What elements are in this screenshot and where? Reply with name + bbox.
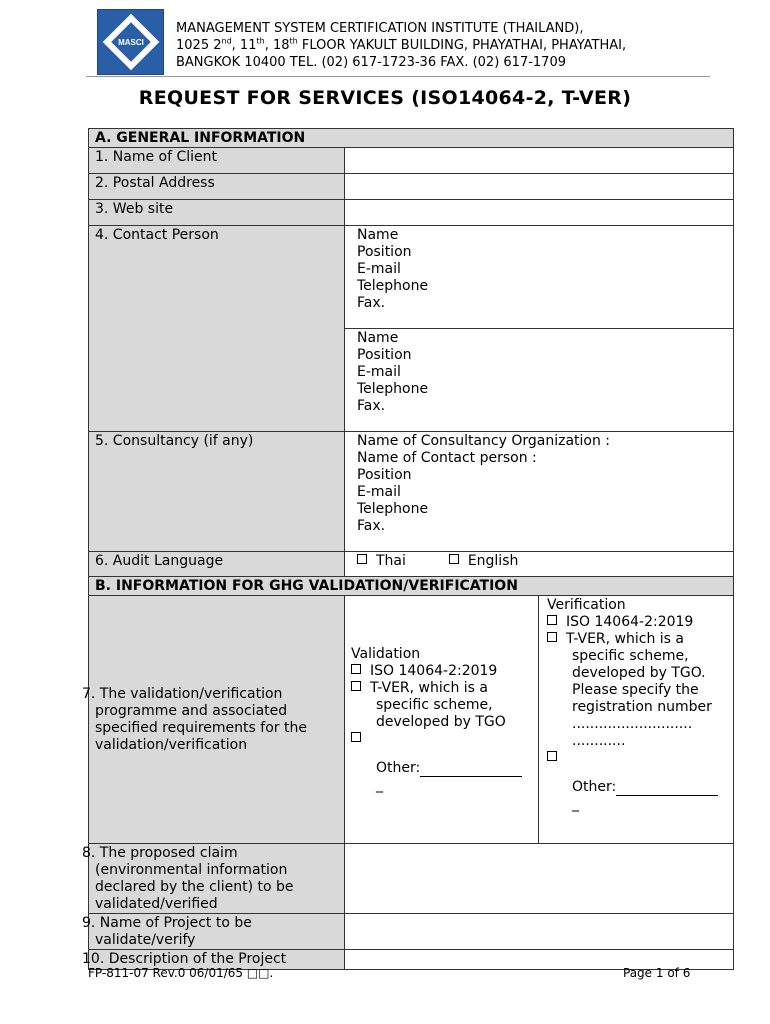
section-a-heading: A. GENERAL INFORMATION: [89, 129, 734, 148]
verification-heading: Verification: [547, 597, 626, 613]
verification-option-other: [547, 750, 733, 767]
contact-fax-label: Fax.: [357, 295, 386, 311]
address-line-1: MANAGEMENT SYSTEM CERTIFICATION INSTITUTE (THAILAND),: [176, 21, 584, 36]
consultancy-label: 5. Consultancy (if any): [89, 432, 345, 552]
validation-heading: Validation: [351, 646, 421, 662]
validation-other-field[interactable]: Other: _: [351, 760, 538, 794]
website-field[interactable]: [345, 200, 734, 226]
contact-name-label: Name: [357, 330, 399, 346]
contact-person-1-field[interactable]: [345, 226, 734, 329]
audit-language-label: 6. Audit Language: [89, 552, 345, 577]
consultancy-email-label: E-mail: [357, 484, 401, 500]
consultancy-org-label: Name of Consultancy Organization :: [357, 433, 611, 449]
contact-person-label: 4. Contact Person: [89, 226, 345, 432]
website-label: 3. Web site: [89, 200, 345, 226]
masci-logo: [97, 9, 164, 75]
document-title: REQUEST FOR SERVICES (ISO14064-2, T-VER): [138, 87, 632, 109]
contact-email-label: E-mail: [357, 261, 401, 277]
contact-email-label: E-mail: [357, 364, 401, 380]
logo-text: MASCI: [118, 38, 144, 47]
contact-telephone-label: Telephone: [357, 381, 429, 397]
contact-position-label: Position: [357, 347, 412, 363]
verification-other-field[interactable]: Other: _: [547, 779, 733, 813]
programme-label: 7. The validation/verification programme and associated specified requirements for the validation/verification: [89, 596, 345, 844]
section-b-heading: B. INFORMATION FOR GHG VALIDATION/VERIFICATION: [89, 577, 734, 596]
page-number: Page 1 of 6: [623, 966, 691, 980]
header-divider: [86, 76, 710, 77]
audit-language-options: [345, 552, 734, 577]
document-code: FP-811-07 Rev.0 06/01/65 □□.: [88, 966, 274, 980]
contact-telephone-label: Telephone: [357, 278, 429, 294]
validation-other-checkbox[interactable]: [351, 732, 361, 742]
verification-other-checkbox[interactable]: [547, 751, 557, 761]
contact-position-label: Position: [357, 244, 412, 260]
validation-tver-checkbox[interactable]: [351, 681, 361, 691]
postal-address-label: 2. Postal Address: [89, 174, 345, 200]
postal-address-field[interactable]: [345, 174, 734, 200]
contact-person-2-field[interactable]: [345, 329, 734, 432]
verification-option-iso: ISO 14064-2:2019: [547, 614, 733, 631]
client-name-label: 1. Name of Client: [89, 148, 345, 174]
consultancy-field[interactable]: [345, 432, 734, 552]
validation-option-iso: ISO 14064-2:2019: [351, 663, 538, 680]
request-form-table: [82, 128, 734, 970]
proposed-claim-label: 8. The proposed claim (environmental information declared by the client) to be validated/verified: [89, 844, 345, 914]
registration-dots-line-2: ............: [572, 733, 626, 749]
thai-checkbox[interactable]: [357, 554, 367, 564]
proposed-claim-field[interactable]: [345, 844, 734, 914]
validation-option-other: [351, 731, 538, 748]
contact-name-label: Name: [357, 227, 399, 243]
client-name-field[interactable]: [345, 148, 734, 174]
validation-iso-checkbox[interactable]: [351, 664, 361, 674]
address-line-3: BANGKOK 10400 TEL. (02) 617-1723-36 FAX. (02) 617-1709: [176, 55, 566, 70]
english-checkbox[interactable]: [449, 554, 459, 564]
consultancy-contact-label: Name of Contact person :: [357, 450, 537, 466]
verification-tver-checkbox[interactable]: [547, 632, 557, 642]
validation-option-tver: T-VER, which is a specific scheme, developed by TGO: [351, 680, 538, 731]
consultancy-telephone-label: Telephone: [357, 501, 429, 517]
thai-option-label: Thai: [376, 553, 406, 569]
english-option-label: English: [467, 553, 519, 569]
verification-iso-checkbox[interactable]: [547, 615, 557, 625]
consultancy-position-label: Position: [357, 467, 412, 483]
verification-cell: [539, 596, 734, 844]
project-description-label: 10. Description of the Project: [89, 950, 345, 970]
project-name-field[interactable]: [345, 914, 734, 950]
project-name-label: 9. Name of Project to be validate/verify: [89, 914, 345, 950]
verification-option-tver: T-VER, which is a specific scheme, developed by TGO. Please specify the registration number ...........................: [547, 631, 733, 733]
institute-address: [176, 20, 626, 71]
consultancy-fax-label: Fax.: [357, 518, 386, 534]
validation-cell: [345, 596, 539, 844]
address-line-2: 1025 2nd, 11th, 18th FLOOR YAKULT BUILDING, PHAYATHAI, PHAYATHAI,: [176, 36, 627, 53]
contact-fax-label: Fax.: [357, 398, 386, 414]
